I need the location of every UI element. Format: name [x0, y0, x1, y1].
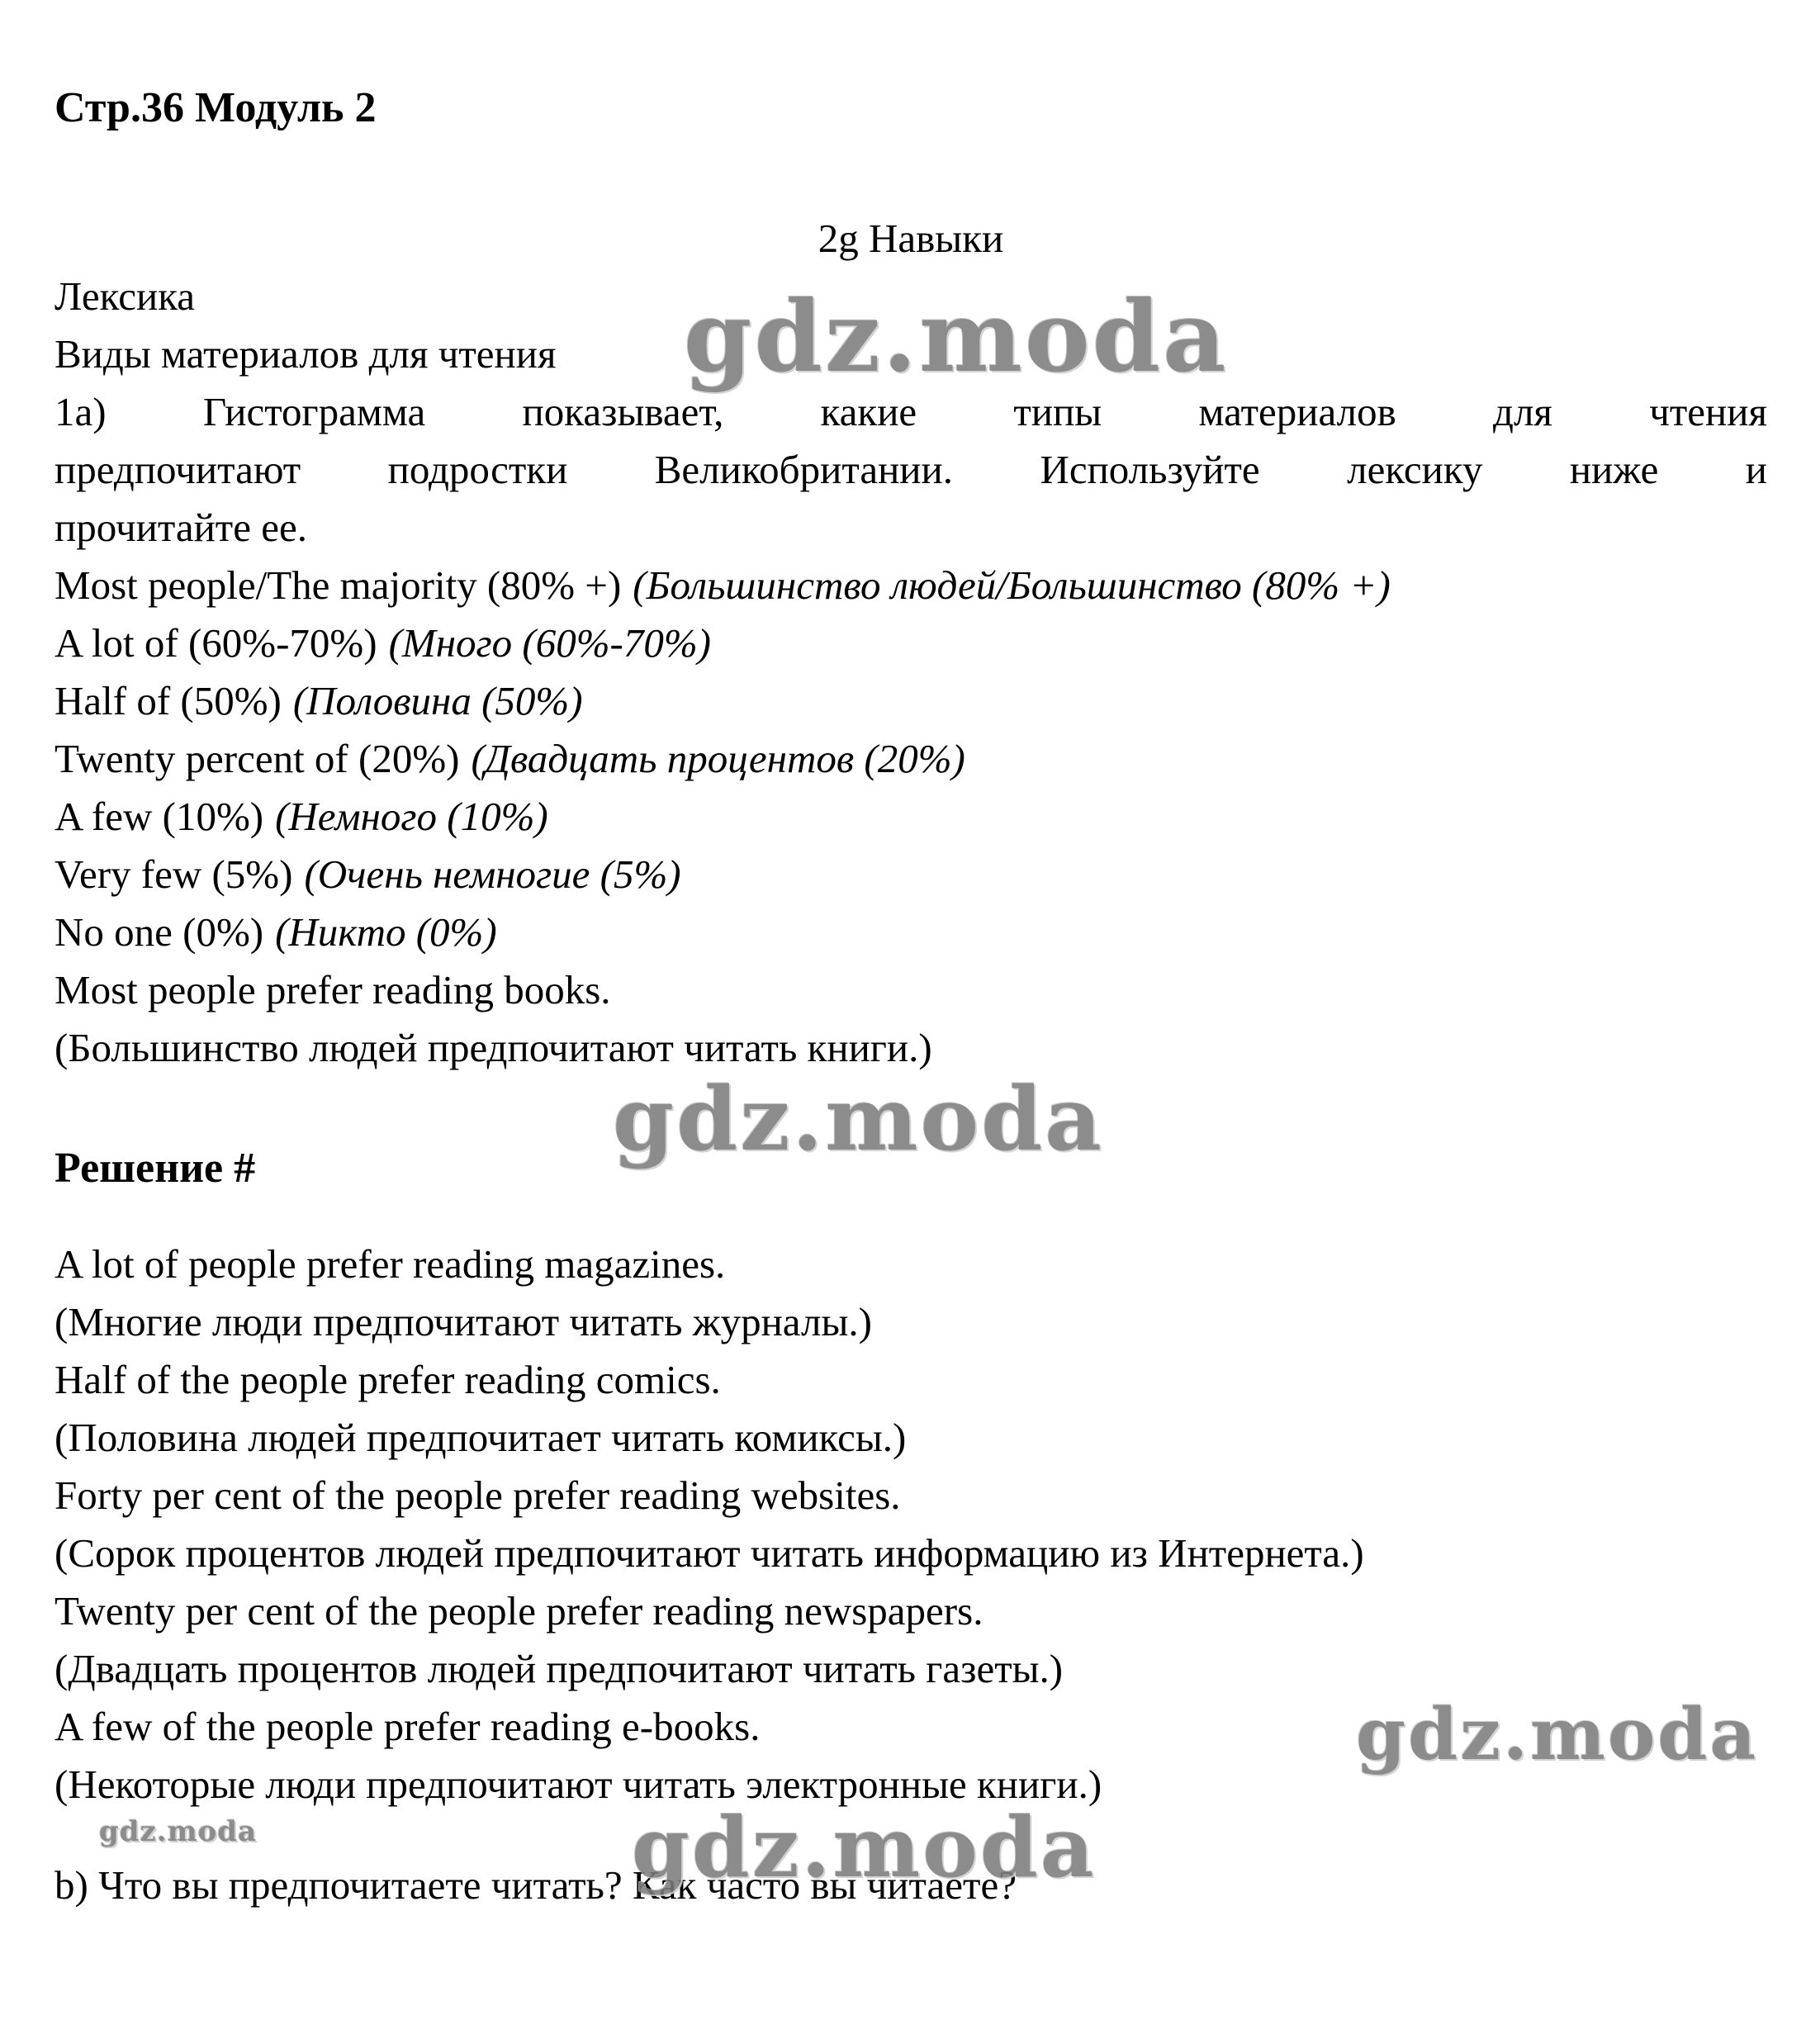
vocab-line	[55, 903, 1767, 961]
vocab-ru: (Много (60%-70%)	[388, 620, 711, 666]
solution-heading: Решение #	[55, 1145, 256, 1192]
solution-ru: (Некоторые люди предпочитают читать электронные книги.)	[55, 1762, 1102, 1807]
vocab-line	[55, 614, 1767, 672]
vocab-list	[55, 557, 1767, 961]
watermark-gdz-moda: gdz.moda	[613, 1067, 1104, 1170]
watermark-gdz-moda: gdz.moda	[99, 1815, 258, 1848]
task-line: 1а) Гистограмма показывает, какие типы материалов для чтения	[55, 389, 1767, 434]
task-1a	[55, 383, 1767, 557]
vocab-en: Most people/The majority (80% +)	[55, 562, 622, 608]
solution-ru: (Двадцать процентов людей предпочитают читать газеты.)	[55, 1646, 1064, 1691]
task-line: прочитайте ее.	[55, 505, 307, 550]
example-en: Most people prefer reading books.	[55, 967, 611, 1012]
solution-ru: (Сорок процентов людей предпочитают читать информацию из Интернета.)	[55, 1530, 1364, 1576]
vocab-ru: (Двадцать процентов (20%)	[471, 736, 965, 781]
vocab-ru: (Большинство людей/Большинство (80% +)	[633, 562, 1391, 608]
lexis-label: Лексика	[55, 273, 196, 319]
watermark-gdz-moda: gdz.moda	[684, 279, 1229, 394]
vocab-line	[55, 788, 1767, 846]
vocab-ru: (Очень немногие (5%)	[304, 851, 681, 897]
watermark-gdz-moda: gdz.moda	[1356, 1693, 1759, 1776]
vocab-ru: (Никто (0%)	[275, 909, 497, 955]
vocab-en: Very few (5%)	[55, 851, 293, 897]
example-ru: (Большинство людей предпочитают читать книги.)	[55, 1025, 932, 1070]
solution-en: Twenty per cent of the people prefer reading newspapers.	[55, 1588, 983, 1634]
solution-en: A lot of people prefer reading magazines.	[55, 1241, 726, 1287]
solution-ru: (Многие люди предпочитают читать журналы.)	[55, 1299, 872, 1344]
question-b: b) Что вы предпочитаете читать? Как часто вы читаете?	[55, 1862, 1017, 1908]
solution-en: Forty per cent of the people prefer reading websites.	[55, 1472, 901, 1518]
vocab-en: Twenty percent of (20%)	[55, 736, 460, 781]
vocab-ru: (Немного (10%)	[275, 794, 548, 839]
solution-list	[55, 1235, 1767, 1814]
solution-en: Half of the people prefer reading comics.	[55, 1357, 721, 1402]
solution-en: A few of the people prefer reading e-books.	[55, 1704, 761, 1749]
vocab-en: Half of (50%)	[55, 678, 282, 723]
vocab-line	[55, 730, 1767, 788]
vocab-en: A few (10%)	[55, 794, 264, 839]
watermark-gdz-moda: gdz.moda	[632, 1799, 1097, 1896]
page-title: Стр.36 Модуль 2	[55, 84, 377, 131]
vocab-line	[55, 557, 1767, 614]
solution-ru: (Половина людей предпочитает читать комиксы.)	[55, 1415, 907, 1460]
lesson-topic: Виды материалов для чтения	[55, 331, 557, 377]
vocab-line	[55, 846, 1767, 903]
vocab-en: A lot of (60%-70%)	[55, 620, 377, 666]
vocab-en: No one (0%)	[55, 909, 264, 955]
vocab-line	[55, 672, 1767, 730]
lesson-title: 2g Навыки	[818, 216, 1004, 261]
vocab-ru: (Половина (50%)	[292, 678, 583, 723]
task-line: предпочитают подростки Великобритании. Используйте лексику ниже и	[55, 447, 1767, 492]
